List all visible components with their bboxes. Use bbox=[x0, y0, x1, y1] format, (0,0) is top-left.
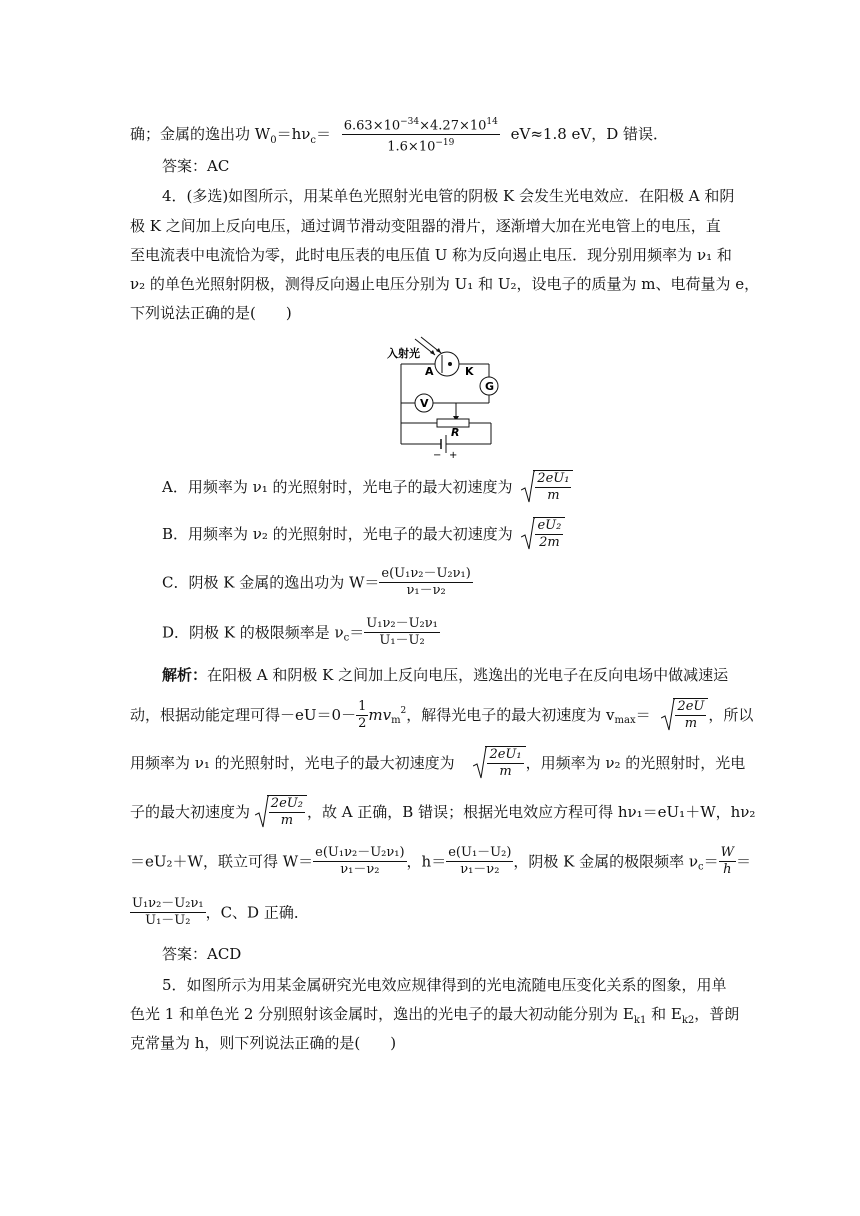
option-a-sqrt: $\frac{\text{2eU₁}}{m}$ bbox=[521, 470, 573, 504]
top-sub0: 0 bbox=[270, 134, 277, 146]
circuit-diagram bbox=[385, 335, 505, 460]
q4-line5: 下列说法正确的是( ) bbox=[130, 304, 292, 322]
analysis-line4: 子的最大初速度为 $\frac{\text{2eU₂}}{m}$ ，故 A 正确，B 错误；根据光电效应方程可得 hν₁＝eU₁＋W，hν₂ bbox=[130, 796, 756, 828]
label-incident-light: 入射光 bbox=[387, 347, 420, 360]
analysis-line2: 动，根据动能定理可得－eU＝0－ $\frac{1}{2}$ $mv_m^2$，解得光电子的最大初速度为 $v_{max}=$ $\frac{2eU}{m}$ ，所以 bbox=[130, 698, 754, 731]
option-d: D．阴极 K 的极限频率是 $\nu_c=$ $\frac{\text{U₁ν₂－U₂ν₁}}{\text{U₁－U₂}}$ bbox=[162, 616, 438, 648]
top-eq1: ＝hν bbox=[276, 124, 311, 143]
top-formula-line bbox=[130, 114, 668, 156]
top-prefix: 确；金属的逸出功 W bbox=[130, 124, 271, 143]
label-plus: + bbox=[449, 450, 458, 460]
label-V: V bbox=[420, 397, 429, 410]
q4-line2: 极 K 之间加上反向电压，通过调节滑动变阻器的滑片，逐渐增大加在光电管上的电压，直 bbox=[130, 217, 721, 235]
top-sub-c: c bbox=[310, 134, 316, 146]
option-b: B．用频率为 ν₂ 的光照射时，光电子的最大初速度为 $\frac{\text{eU₂}}{2m}$ bbox=[162, 517, 565, 551]
analysis-line6: $\frac{\text{U₁ν₂－U₂ν₁}}{\text{U₁－U₂}}$ ，C、D 正确． bbox=[132, 896, 309, 928]
q4-line3: 至电流表中电流恰为零，此时电压表的电压值 U 称为反向遏止电压．现分别用频率为 ν₁ 和 bbox=[130, 246, 732, 264]
label-minus: − bbox=[433, 450, 442, 460]
analysis-line3: 用频率为 ν₁ 的光照射时，光电子的最大初速度为 $\frac{\text{2eU₁}}{m}$ ，用频率为 ν₂ 的光照射时，光电 bbox=[130, 747, 746, 779]
top-eq2: ＝ bbox=[315, 124, 331, 143]
top-tail: eV≈1.8 eV，D 错误． bbox=[510, 124, 669, 143]
option-b-sqrt: $\frac{\text{eU₂}}{2m}$ bbox=[521, 517, 565, 551]
label-R: R bbox=[451, 426, 460, 439]
q5-line2: 色光 1 和单色光 2 分别照射该金属时，逸出的光电子的最大初动能分别为 $E_{k1}$ 和 $E_{k2}$，普朗 bbox=[130, 1005, 740, 1026]
q4-line1: 4．(多选)如图所示，用某单色光照射光电管的阴极 K 会发生光电效应．在阳极 A 和阴 bbox=[162, 187, 735, 205]
answer-4: 答案：ACD bbox=[162, 945, 242, 963]
label-G: G bbox=[485, 380, 495, 393]
label-K: K bbox=[465, 365, 474, 378]
analysis-line1: 解析：在阳极 A 和阴极 K 之间加上反向电压，逃逸出的光电子在反向电场中做减速运 bbox=[162, 666, 729, 684]
option-a: A．用频率为 ν₁ 的光照射时，光电子的最大初速度为 $\frac{\text{2eU₁}}{m}$ bbox=[162, 470, 573, 504]
q5-line3: 克常量为 h，则下列说法正确的是( ) bbox=[130, 1034, 397, 1052]
answer-3: 答案：AC bbox=[162, 157, 230, 175]
label-A: A bbox=[425, 365, 434, 378]
phototube bbox=[435, 352, 459, 376]
top-fraction: $\frac{6.63\times 10^{-34}\times 4.27\times 10^{14}}{1.6\times 10^{-19}}$ bbox=[342, 114, 500, 156]
analysis-line5: ＝eU₂＋W，联立可得 W＝ $\frac{\text{e(U₁ν₂－U₂ν₁)}}{\text{ν₁－ν₂}}$ ，h＝ $\frac{\text{e(U₁－U₂)}}{\text{ν₁－ν₂}}$ ，阴极 K 金属的极限频率 $\nu_c=$ $\frac{W}{h}$ ＝ bbox=[130, 845, 752, 877]
q4-line4: ν₂ 的单色光照射阴极，测得反向遏止电压分别为 U₁ 和 U₂，设电子的质量为 m、电荷量为 e， bbox=[130, 275, 760, 293]
q5-line1: 5．如图所示为用某金属研究光电效应规律得到的光电流随电压变化关系的图象，用单 bbox=[162, 976, 727, 994]
option-c: C．阴极 K 金属的逸出功为 W＝ $\frac{\text{e(U₁ν₂－U₂ν₁)}}{\text{ν₁－ν₂}}$ bbox=[162, 566, 471, 598]
